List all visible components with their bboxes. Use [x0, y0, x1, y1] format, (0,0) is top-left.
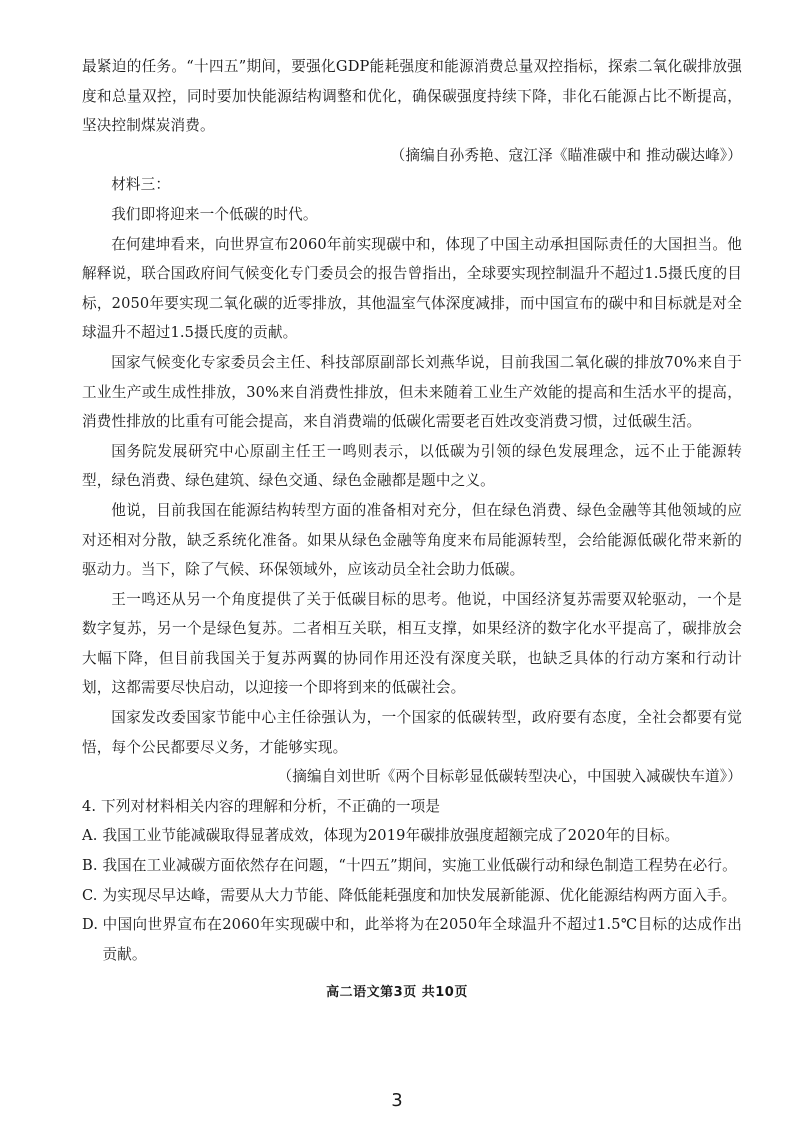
option-key: C.	[82, 886, 98, 904]
question-stem: 4. 下列对材料相关内容的理解和分析，不正确的一项是	[82, 797, 441, 815]
material3-source: （摘编自刘世昕《两个目标彰显低碳转型决心，中国驶入减碳快车道》）	[277, 768, 742, 786]
material3-paragraph: 王一鸣还从另一个角度提供了关于低碳目标的思考。他说，中国经济复苏需要双轮驱动，一个是数字复苏，另一个是绿色复苏。二者相互关联，相互支撑，如果经济的数字化水平提高了，碳排放会大幅下降，但目前我国关于复苏两翼的协同作用还没有深度关联，也缺乏具体的行动方案和行动计划，这都需要尽快启动，以迎接一个即将到来的低碳社会。	[82, 590, 742, 697]
page-footer: 高二语文第3页 共10页	[326, 985, 468, 1000]
material3-paragraph: 国家发改委国家节能中心主任徐强认为，一个国家的低碳转型，政府要有态度，全社会都要有觉悟，每个公民都要尽义务，才能够实现。	[82, 709, 742, 756]
option-key: D.	[82, 916, 99, 934]
material3-paragraph: 他说，目前我国在能源结构转型方面的准备相对充分，但在绿色消费、绿色金融等其他领域的应对还相对分散，缺乏系统化准备。如果从绿色金融等角度来布局能源转型，会给能源低碳化带来新的驱动力。当下，除了气候、环保领域外，应该动员全社会助力低碳。	[82, 501, 742, 579]
material3-label: 材料三：	[111, 176, 171, 194]
option-text: 我国在工业减碳方面依然存在问题，“十四五”期间，实施工业低碳行动和绿色制造工程势在必行。	[102, 857, 737, 875]
material3-paragraph: 国务院发展研究中心原副主任王一鸣则表示，以低碳为引领的绿色发展理念，远不止于能源转型，绿色消费、绿色建筑、绿色交通、绿色金融都是题中之义。	[82, 442, 742, 490]
material3-paragraph: 我们即将迎来一个低碳的时代。	[111, 205, 318, 223]
material2-source: （摘编自孙秀艳、寇江泽《瞄准碳中和 推动碳达峰》）	[390, 146, 742, 164]
material3-paragraph: 在何建坤看来，向世界宣布2060年前实现碳中和，体现了中国主动承担国际责任的大国担当。他解释说，联合国政府间气候变化专门委员会的报告曾指出，全球要实现控制温升不超过1.5摄氏度的目标，2050年要实现二氧化碳的近零排放，其他温室气体深度减排，而中国宣布的碳中和目标就是对全球温升不超过1.5摄氏度的贡献。	[82, 235, 742, 342]
option-b	[82, 851, 742, 881]
option-a	[82, 821, 742, 851]
option-text: 我国工业节能减碳取得显著成效，体现为2019年碳排放强度超额完成了2020年的目标。	[102, 827, 680, 845]
material2-tail-paragraph: 最紧迫的任务。“十四五”期间，要强化GDP能耗强度和能源消费总量双控指标，探索二氧化碳排放强度和总量双控，同时要加快能源结构调整和优化，确保碳强度持续下降，非化石能源占比不断提高，坚决控制煤炭消费。	[82, 58, 742, 135]
page-number: 3	[391, 1090, 403, 1111]
material3-paragraph: 国家气候变化专家委员会主任、科技部原副部长刘燕华说，目前我国二氧化碳的排放70%来自于工业生产或生成性排放，30%来自消费性排放，但未来随着工业生产效能的提高和生活水平的提高，消费性排放的比重有可能会提高，来自消费端的低碳化需要老百姓改变消费习惯，过低碳生活。	[82, 353, 742, 431]
option-d	[82, 910, 742, 969]
option-text: 中国向世界宣布在2060年实现碳中和，此举将为在2050年全球温升不超过1.5℃目标的达成作出贡献。	[102, 916, 742, 963]
option-text: 为实现尽早达峰，需要从大力节能、降低能耗强度和加快发展新能源、优化能源结构两方面入手。	[102, 886, 737, 904]
exam-page	[82, 52, 742, 969]
option-c	[82, 881, 742, 911]
option-key: A.	[82, 827, 98, 845]
option-key: B.	[82, 857, 98, 875]
